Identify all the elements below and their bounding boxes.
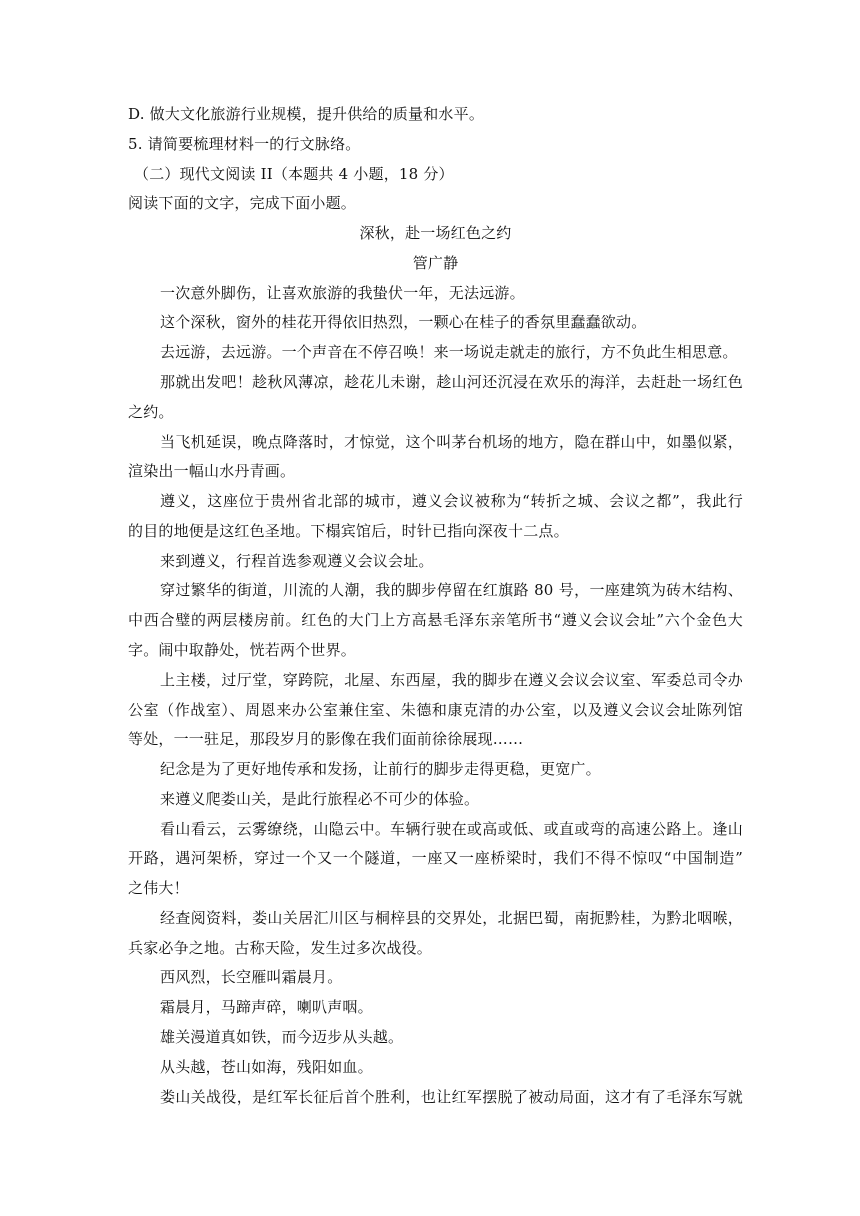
- paragraph-line: 上主楼，过厅堂，穿跨院，北屋、东西屋，我的脚步在遵义会议会议室、军委总司令办: [160, 671, 743, 689]
- paragraph-line: 这个深秋，窗外的桂花开得依旧热烈，一颗心在桂子的香氛里蠢蠢欲动。: [160, 313, 647, 331]
- poem-line: 雄关漫道真如铁，而今迈步从头越。: [160, 1028, 404, 1046]
- paragraph-line: 公室（作战室）、周恩来办公室兼住室、朱德和康克清的办公室，以及遵义会议会址陈列馆: [128, 701, 743, 719]
- paragraph-line: 看山看云，云雾缭绕，山隐云中。车辆行驶在或高或低、或直或弯的高速公路上。逢山: [160, 820, 743, 838]
- question-5-text: 5. 请简要梳理材料一的行文脉络。: [128, 135, 361, 153]
- poem-line: 从头越，苍山如海，残阳如血。: [160, 1058, 373, 1076]
- option-d-text: D. 做大文化旅游行业规模，提升供给的质量和水平。: [128, 105, 485, 123]
- poem-line: 霜晨月，马蹄声碎，喇叭声咽。: [160, 998, 373, 1016]
- paragraph-line: 经查阅资料，娄山关居汇川区与桐梓县的交界处，北据巴蜀，南扼黔桂，为黔北咽喉，: [160, 909, 743, 927]
- paragraph-line: 一次意外脚伤，让喜欢旅游的我蛰伏一年，无法远游。: [160, 284, 525, 302]
- article-title: 深秋，赴一场红色之约: [359, 224, 512, 242]
- paragraph-line: 娄山关战役，是红军长征后首个胜利，也让红军摆脱了被动局面，这才有了毛泽东写就: [160, 1088, 743, 1106]
- article-author: 管广静: [412, 254, 459, 272]
- paragraph-line: 来遵义爬娄山关，是此行旅程必不可少的体验。: [160, 790, 480, 808]
- paragraph-line: 来到遵义，行程首选参观遵义会议会址。: [160, 552, 434, 570]
- paragraph-line: 渲染出一幅山水丹青画。: [128, 462, 296, 480]
- paragraph-line: 字。闹中取静处，恍若两个世界。: [128, 641, 357, 659]
- paragraph-line: 遵义，这座位于贵州省北部的城市，遵义会议被称为“转折之城、会议之都”，我此行: [160, 492, 743, 510]
- reading-instruction: 阅读下面的文字，完成下面小题。: [128, 194, 357, 212]
- paragraph-line: 之伟大！: [128, 879, 189, 897]
- paragraph-line: 之约。: [128, 403, 174, 421]
- poem-line: 西风烈，长空雁叫霜晨月。: [160, 968, 343, 986]
- paragraph-line: 穿过繁华的街道，川流的人潮，我的脚步停留在红旗路 80 号，一座建筑为砖木结构、: [160, 581, 743, 599]
- paragraph-line: 开路，遇河架桥，穿过一个又一个隧道，一座又一座桥梁时，我们不得不惊叹“中国制造”: [128, 849, 743, 867]
- paragraph-line: 去远游，去远游。一个声音在不停召唤！来一场说走就走的旅行，方不负此生相思意。: [160, 343, 738, 361]
- paragraph-line: 纪念是为了更好地传承和发扬，让前行的脚步走得更稳，更宽广。: [160, 760, 601, 778]
- paragraph-line: 等处，一一驻足，那段岁月的影像在我们面前徐徐展现……: [128, 730, 524, 748]
- paragraph-line: 的目的地便是这红色圣地。下榻宾馆后，时针已指向深夜十二点。: [128, 522, 569, 540]
- paragraph-line: 当飞机延误，晚点降落时，才惊觉，这个叫茅台机场的地方，隐在群山中，如墨似紧，: [160, 433, 743, 451]
- paragraph-line: 兵家必争之地。古称天险，发生过多次战役。: [128, 939, 433, 957]
- section-heading: （二）现代文阅读 II（本题共 4 小题，18 分）: [134, 165, 454, 183]
- paragraph-line: 中西合璧的两层楼房前。红色的大门上方高悬毛泽东亲笔所书“遵义会议会址”六个金色大: [128, 611, 743, 629]
- paragraph-line: 那就出发吧！趁秋风薄凉，趁花儿未谢，趁山河还沉浸在欢乐的海洋，去赶赴一场红色: [160, 373, 743, 391]
